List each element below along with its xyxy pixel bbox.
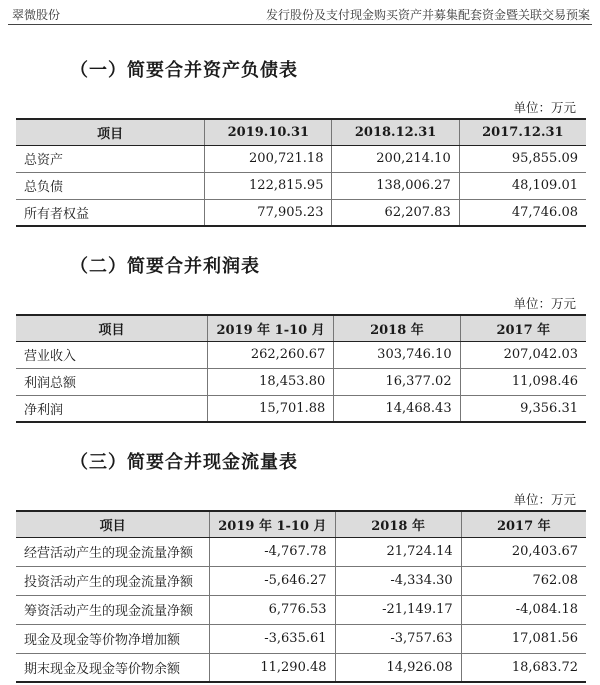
row-label: 利润总额	[16, 368, 207, 395]
row-label: 净利润	[16, 395, 207, 422]
table-row	[16, 595, 586, 624]
cell-value: 17,081.56	[461, 624, 586, 653]
cell-value: 303,746.10	[334, 341, 460, 368]
table-row	[16, 172, 586, 199]
column-header: 项目	[16, 119, 205, 145]
section-title-cash-flow: （三）简要合并现金流量表	[70, 452, 298, 473]
document-title: 发行股份及支付现金购买资产并募集配套资金暨关联交易预案	[265, 8, 590, 22]
row-label: 所有者权益	[16, 199, 205, 226]
cell-value: -5,646.27	[210, 566, 335, 595]
column-header: 2017 年	[461, 511, 586, 537]
cell-value: 262,260.67	[207, 341, 333, 368]
cell-value: -3,635.61	[210, 624, 335, 653]
cell-value: 95,855.09	[459, 145, 586, 172]
table-row	[16, 653, 586, 682]
table-row	[16, 624, 586, 653]
column-header: 2018 年	[335, 511, 461, 537]
table-row	[16, 537, 586, 566]
page-header	[8, 0, 592, 25]
cell-value: 16,377.02	[334, 368, 460, 395]
column-header: 2018.12.31	[332, 119, 459, 145]
cell-value: 200,721.18	[205, 145, 332, 172]
cell-value: 77,905.23	[205, 199, 332, 226]
cell-value: 62,207.83	[332, 199, 459, 226]
column-header: 2017 年	[460, 315, 586, 341]
table-row	[16, 368, 586, 395]
cell-value: -4,334.30	[335, 566, 461, 595]
column-header: 项目	[16, 511, 210, 537]
table-row	[16, 341, 586, 368]
section-title-income-statement: （二）简要合并利润表	[70, 256, 260, 277]
table-row	[16, 199, 586, 226]
cell-value: 6,776.53	[210, 595, 335, 624]
column-header: 项目	[16, 315, 207, 341]
column-header: 2018 年	[334, 315, 460, 341]
unit-label: 单位：万元	[513, 296, 576, 311]
table-header-row	[16, 119, 586, 145]
table-header-row	[16, 511, 586, 537]
table-row	[16, 395, 586, 422]
table-header-row	[16, 315, 586, 341]
income-statement-table	[16, 314, 586, 423]
cell-value: 9,356.31	[460, 395, 586, 422]
row-label: 总资产	[16, 145, 205, 172]
cell-value: 200,214.10	[332, 145, 459, 172]
cell-value: -21,149.17	[335, 595, 461, 624]
column-header: 2019 年 1-10 月	[210, 511, 335, 537]
company-name: 翠微股份	[12, 8, 61, 22]
cell-value: 18,453.80	[207, 368, 333, 395]
cell-value: 15,701.88	[207, 395, 333, 422]
row-label: 经营活动产生的现金流量净额	[16, 537, 210, 566]
cell-value: 14,926.08	[335, 653, 461, 682]
column-header: 2019.10.31	[205, 119, 332, 145]
cell-value: -3,757.63	[335, 624, 461, 653]
cell-value: 122,815.95	[205, 172, 332, 199]
cash-flow-table	[16, 510, 586, 683]
row-label: 投资活动产生的现金流量净额	[16, 566, 210, 595]
cell-value: 21,724.14	[335, 537, 461, 566]
section-title-balance-sheet: （一）简要合并资产负债表	[70, 60, 298, 81]
table-row	[16, 145, 586, 172]
row-label: 筹资活动产生的现金流量净额	[16, 595, 210, 624]
cell-value: -4,084.18	[461, 595, 586, 624]
cell-value: 18,683.72	[461, 653, 586, 682]
unit-label: 单位：万元	[513, 100, 576, 115]
table-row	[16, 566, 586, 595]
balance-sheet-table	[16, 118, 586, 227]
cell-value: 11,290.48	[210, 653, 335, 682]
column-header: 2019 年 1-10 月	[207, 315, 333, 341]
row-label: 期末现金及现金等价物余额	[16, 653, 210, 682]
cell-value: 47,746.08	[459, 199, 586, 226]
cell-value: 48,109.01	[459, 172, 586, 199]
cell-value: 138,006.27	[332, 172, 459, 199]
cell-value: 20,403.67	[461, 537, 586, 566]
cell-value: 762.08	[461, 566, 586, 595]
cell-value: 14,468.43	[334, 395, 460, 422]
cell-value: 207,042.03	[460, 341, 586, 368]
row-label: 总负债	[16, 172, 205, 199]
row-label: 营业收入	[16, 341, 207, 368]
cell-value: 11,098.46	[460, 368, 586, 395]
row-label: 现金及现金等价物净增加额	[16, 624, 210, 653]
column-header: 2017.12.31	[459, 119, 586, 145]
unit-label: 单位：万元	[513, 492, 576, 507]
cell-value: -4,767.78	[210, 537, 335, 566]
